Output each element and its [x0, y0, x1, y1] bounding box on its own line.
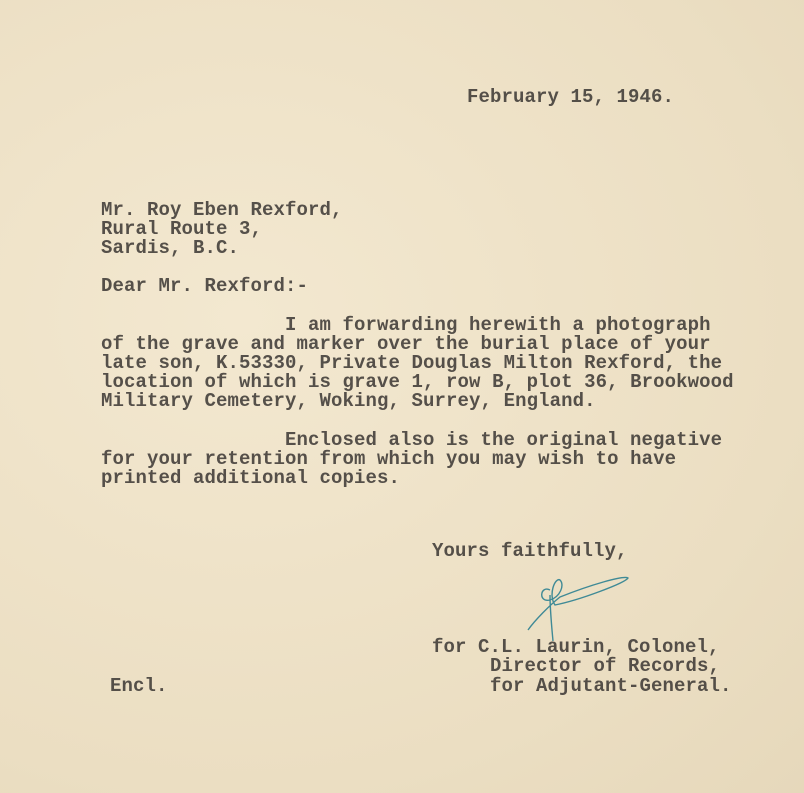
- closing: Yours faithfully,: [432, 540, 628, 562]
- enclosure-note: Encl.: [110, 675, 168, 697]
- signature-line-1: for C.L. Laurin, Colonel,: [432, 636, 720, 658]
- paragraph1-line: late son, K.53330, Private Douglas Milton Rexford, the: [101, 352, 723, 374]
- address-line-1: Mr. Roy Eben Rexford,: [101, 199, 343, 221]
- paragraph1-line: I am forwarding herewith a photograph: [285, 314, 711, 336]
- signature-line-3: for Adjutant-General.: [490, 675, 732, 697]
- paragraph1-line: Military Cemetery, Woking, Surrey, England.: [101, 390, 596, 412]
- salutation: Dear Mr. Rexford:-: [101, 275, 309, 297]
- address-line-2: Rural Route 3,: [101, 218, 263, 240]
- paragraph2-line: for your retention from which you may wish to have: [101, 448, 677, 470]
- paragraph1-line: location of which is grave 1, row B, plot 36, Brookwood: [101, 371, 734, 393]
- paragraph2-line: Enclosed also is the original negative: [285, 429, 723, 451]
- paragraph1-line: of the grave and marker over the burial place of your: [101, 333, 711, 355]
- address-line-3: Sardis, B.C.: [101, 237, 240, 259]
- handwritten-signature: [520, 575, 640, 645]
- letter-date: February 15, 1946.: [467, 86, 675, 108]
- paragraph2-line: printed additional copies.: [101, 467, 401, 489]
- signature-line-2: Director of Records,: [490, 655, 721, 677]
